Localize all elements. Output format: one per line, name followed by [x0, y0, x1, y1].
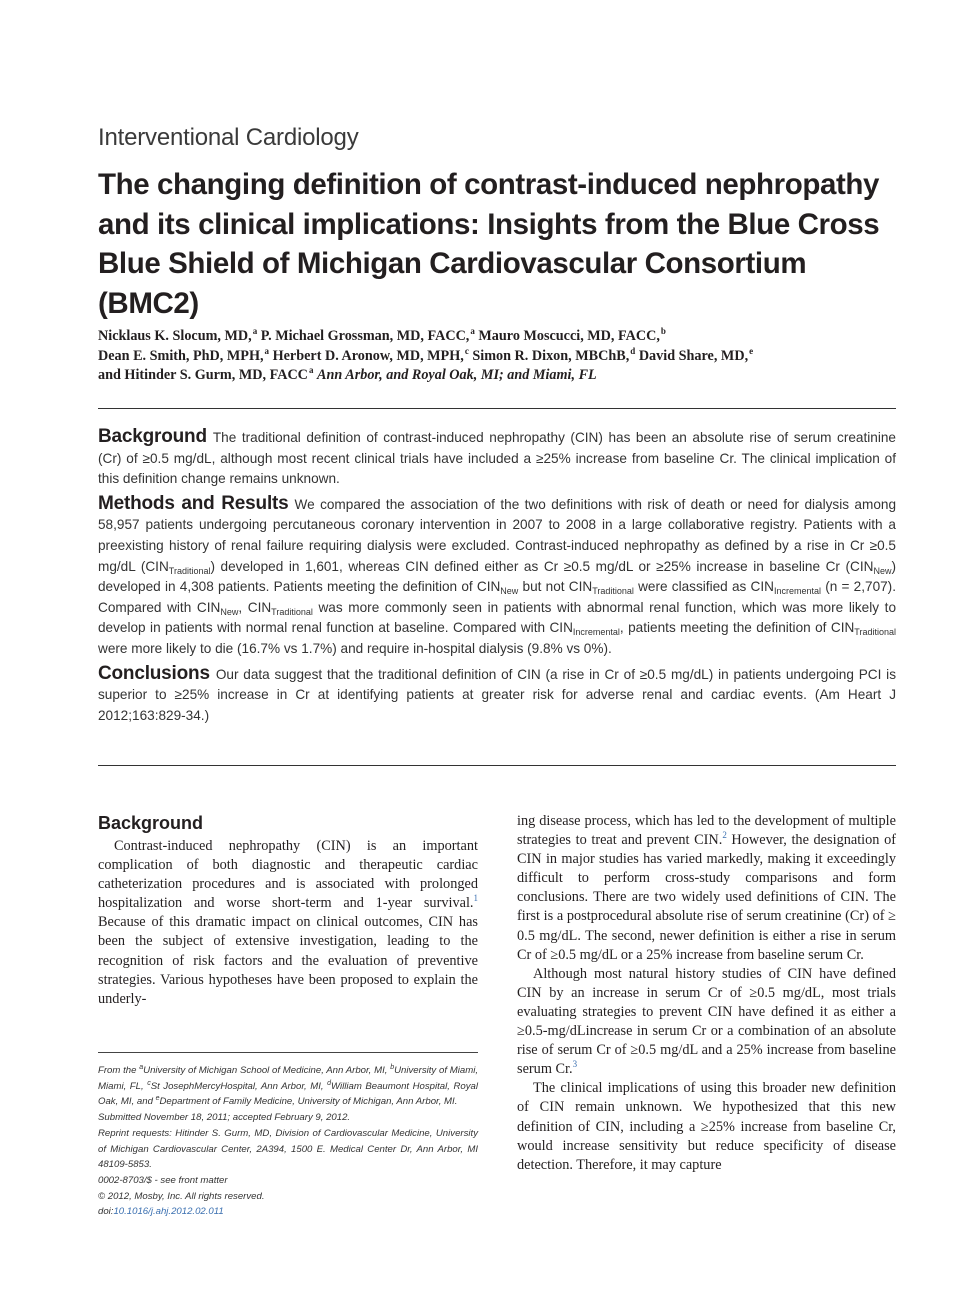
- footnote-text: University of Miami, Miami, FL,: [98, 1065, 478, 1092]
- paragraph-text: Because of this dramatic impact on clinical outcomes, CIN has been the subject of extensive investigation, leading to the recognition of risk factors and the evaluation of preventive strategies. Various hypotheses have been proposed to explain the underly-: [98, 914, 478, 1007]
- doi-line: [98, 1204, 478, 1220]
- affiliation-marker: a: [252, 326, 258, 336]
- abstract-bottom-rule: [98, 765, 896, 766]
- author-name: P. Michael Grossman, MD, FACC,: [260, 328, 470, 344]
- abstract-text: , patients meeting the definition of CIN: [619, 620, 855, 636]
- body-paragraph: [98, 837, 478, 1009]
- abstract: [98, 427, 896, 730]
- author-name: Mauro Moscucci, MD, FACC,: [478, 328, 660, 344]
- affiliation-marker: b: [390, 1064, 395, 1071]
- paragraph-text: ing disease process, which has led to the development of multiple strategies to treat and prevent CIN.: [517, 813, 896, 849]
- affiliation-marker: a: [308, 365, 314, 375]
- abstract-text: ) developed in 1,601, whereas CIN defined either as Cr ≥0.5 mg/dL or ≥25% increase in baseline Cr (CIN: [210, 558, 874, 574]
- reprint-requests: Reprint requests: Hitinder S. Gurm, MD, Division of Cardiovascular Medicine, University of Michigan Cardiovascular Center, 2A394, 1500 E. Medical Center Dr, Ann Arbor, MI 48109-5853.: [98, 1127, 478, 1171]
- subscript: Incremental: [572, 627, 620, 638]
- affiliations: [98, 1063, 478, 1110]
- body-right-column: [517, 812, 896, 1175]
- submission-dates: Submitted November 18, 2011; accepted February 9, 2012.: [98, 1112, 351, 1124]
- abstract-text: ) developed in 4,308 patients. Patients meeting the definition of CIN: [98, 558, 896, 595]
- abstract-text: but not CIN: [518, 579, 593, 595]
- doi-link[interactable]: 10.1016/j.ahj.2012.02.011: [113, 1206, 224, 1218]
- author-name: Simon R. Dixon, MBChB,: [472, 347, 630, 364]
- body-paragraph: The clinical implications of using this broader new definition of CIN remain unknown. We hypothesized that this new definition of CIN, including a ≥25% increase from baseline Cr, would increase sensitivity but reduce specificity of disease detection. Therefore, it may capture: [517, 1080, 896, 1173]
- footnote-text: University of Michigan School of Medicine, Ann Arbor, MI,: [143, 1065, 391, 1076]
- body-paragraph: [517, 812, 896, 965]
- abstract-methods: [98, 494, 896, 660]
- footnotes: [98, 1063, 478, 1220]
- author-name: and Hitinder S. Gurm, MD, FACC: [98, 367, 308, 383]
- author-name: Nicklaus K. Slocum, MD,: [98, 328, 252, 344]
- abstract-background: [98, 427, 896, 490]
- reference-link[interactable]: 2: [722, 830, 727, 841]
- paragraph-text: Contrast-induced nephropathy (CIN) is an important complication of both diagnostic and therapeutic cardiac catheterization procedures and is associated with prolonged hospitalization and worse short-term and 1-year survival.: [98, 838, 478, 912]
- footnote-text: Department of Family Medicine, University of Michigan, Ann Arbor, MI.: [159, 1096, 458, 1108]
- abstract-text: The traditional definition of contrast-induced nephropathy (CIN) has been an absolute rise of serum creatinine (Cr) of ≥0.5 mg/dL, although most recent clinical trials have included a ≥25% increase from baseline Cr. The clinical implication of this definition change remains unknown.: [98, 430, 896, 487]
- affiliation-marker: e: [155, 1095, 160, 1103]
- paragraph-text: Although most natural history studies of CIN have defined CIN by an increase in serum Cr of ≥0.5 mg/dL, most trials evaluating strategies to prevent CIN have defined it as either a ≥0.5-mg/dLincrease in serum Cr or a combination of an absolute rise of serum Cr of ≥0.5 mg/dL and a 25% increase from baseline serum Cr.: [517, 965, 896, 1078]
- subscript: Traditional: [271, 606, 313, 617]
- subscript: Traditional: [592, 586, 634, 597]
- author-locations: Ann Arbor, and Royal Oak, MI; and Miami, FL: [316, 367, 597, 383]
- affiliation-marker: c: [147, 1079, 151, 1087]
- subscript: New: [220, 606, 239, 617]
- abstract-text: (n = 2,707). Compared with CIN: [98, 579, 896, 615]
- affiliation-marker: d: [630, 345, 636, 356]
- affiliation-marker: a: [264, 345, 270, 356]
- section-label: Interventional Cardiology: [98, 124, 359, 151]
- affiliation-marker: a: [470, 326, 475, 336]
- abstract-heading: Conclusions: [98, 662, 210, 684]
- issn-line: 0002-8703/$ - see front matter: [98, 1174, 228, 1186]
- author-list: [98, 327, 908, 386]
- affiliation-marker: d: [327, 1079, 331, 1087]
- affiliation-marker: a: [139, 1064, 144, 1071]
- abstract-heading: Methods and Results: [98, 492, 289, 514]
- subscript: Traditional: [854, 627, 896, 638]
- subscript: Incremental: [773, 586, 821, 597]
- subscript: New: [500, 586, 519, 597]
- doi-prefix: doi:: [98, 1206, 114, 1218]
- abstract-text: , CIN: [238, 599, 272, 615]
- author-line-2: [98, 347, 908, 367]
- abstract-text: were classified as CIN: [633, 579, 774, 595]
- reference-link[interactable]: 1: [473, 893, 478, 904]
- abstract-text: were more likely to die (16.7% vs 1.7%) and require in-hospital dialysis (9.8% vs 0%).: [98, 640, 612, 656]
- paragraph-text: However, the designation of CIN in major studies has varied markedly, making it exceedingly difficult to perform cross-study comparisons and form conclusions. There are two widely used definitions of CIN. The first is a postprocedural absolute rise of serum creatinine (Cr) of ≥ 0.5 mg/dL. The second, newer definition is either a rise in serum Cr of ≥0.5 mg/dL or a 25% increase from baseline serum Cr.: [517, 832, 896, 963]
- subscript: Traditional: [168, 565, 211, 576]
- body-paragraph: [517, 965, 896, 1080]
- author-name: Herbert D. Aronow, MD, MPH,: [272, 347, 464, 364]
- subscript: New: [873, 565, 892, 576]
- affiliation-marker: c: [464, 345, 469, 356]
- footnote-text: William Beaumont Hospital, Royal Oak, MI, and: [98, 1080, 478, 1108]
- abstract-heading: Background: [98, 426, 207, 447]
- abstract-conclusions: [98, 664, 896, 727]
- abstract-top-rule: [98, 408, 896, 409]
- abstract-text: Our data suggest that the traditional definition of CIN (a rise in Cr of ≥0.5 mg/dL) in patients undergoing PCI is superior to ≥25% increase in Cr at identifying patients at greater risk for adverse renal and cardiac events. (Am Heart J 2012;163:829-34.): [98, 666, 896, 723]
- author-name: Dean E. Smith, PhD, MPH,: [98, 347, 264, 364]
- author-line-1: [98, 327, 908, 347]
- abstract-text: was more commonly seen in patients with abnormal renal function, which was more likely to develop in patients with normal renal function at baseline. Compared with CIN: [98, 599, 897, 636]
- affiliation-marker: e: [749, 345, 754, 356]
- affiliation-marker: b: [660, 326, 666, 336]
- body-left-column: [98, 813, 478, 1009]
- reference-link[interactable]: 3: [572, 1059, 578, 1070]
- article-title: The changing definition of contrast-induced nephropathy and its clinical implications: Insights from the Blue Cross Blue Shield of Michigan Cardiovascular Consortium (BMC2): [98, 168, 880, 320]
- body-section-heading: Background: [98, 813, 204, 833]
- author-line-3: [98, 366, 908, 386]
- author-name: David Share, MD,: [638, 347, 749, 364]
- footnote-rule: [98, 1052, 478, 1053]
- footnote-text: St JosephMercyHospital, Ann Arbor, MI,: [150, 1080, 328, 1092]
- copyright-line: © 2012, Mosby, Inc. All rights reserved.: [98, 1190, 265, 1202]
- footnote-text: From the: [98, 1065, 140, 1076]
- abstract-text: We compared the association of the two definitions with risk of death or need for dialysis among 58,957 patients undergoing percutaneous coronary intervention in 2007 to 2008 in a large collaborative registry. Patients with a preexisting history of renal failure requiring dialysis were excluded. Contrast-induced nephropathy as defined by a rise in Cr ≥0.5 mg/dL (CIN: [98, 496, 896, 574]
